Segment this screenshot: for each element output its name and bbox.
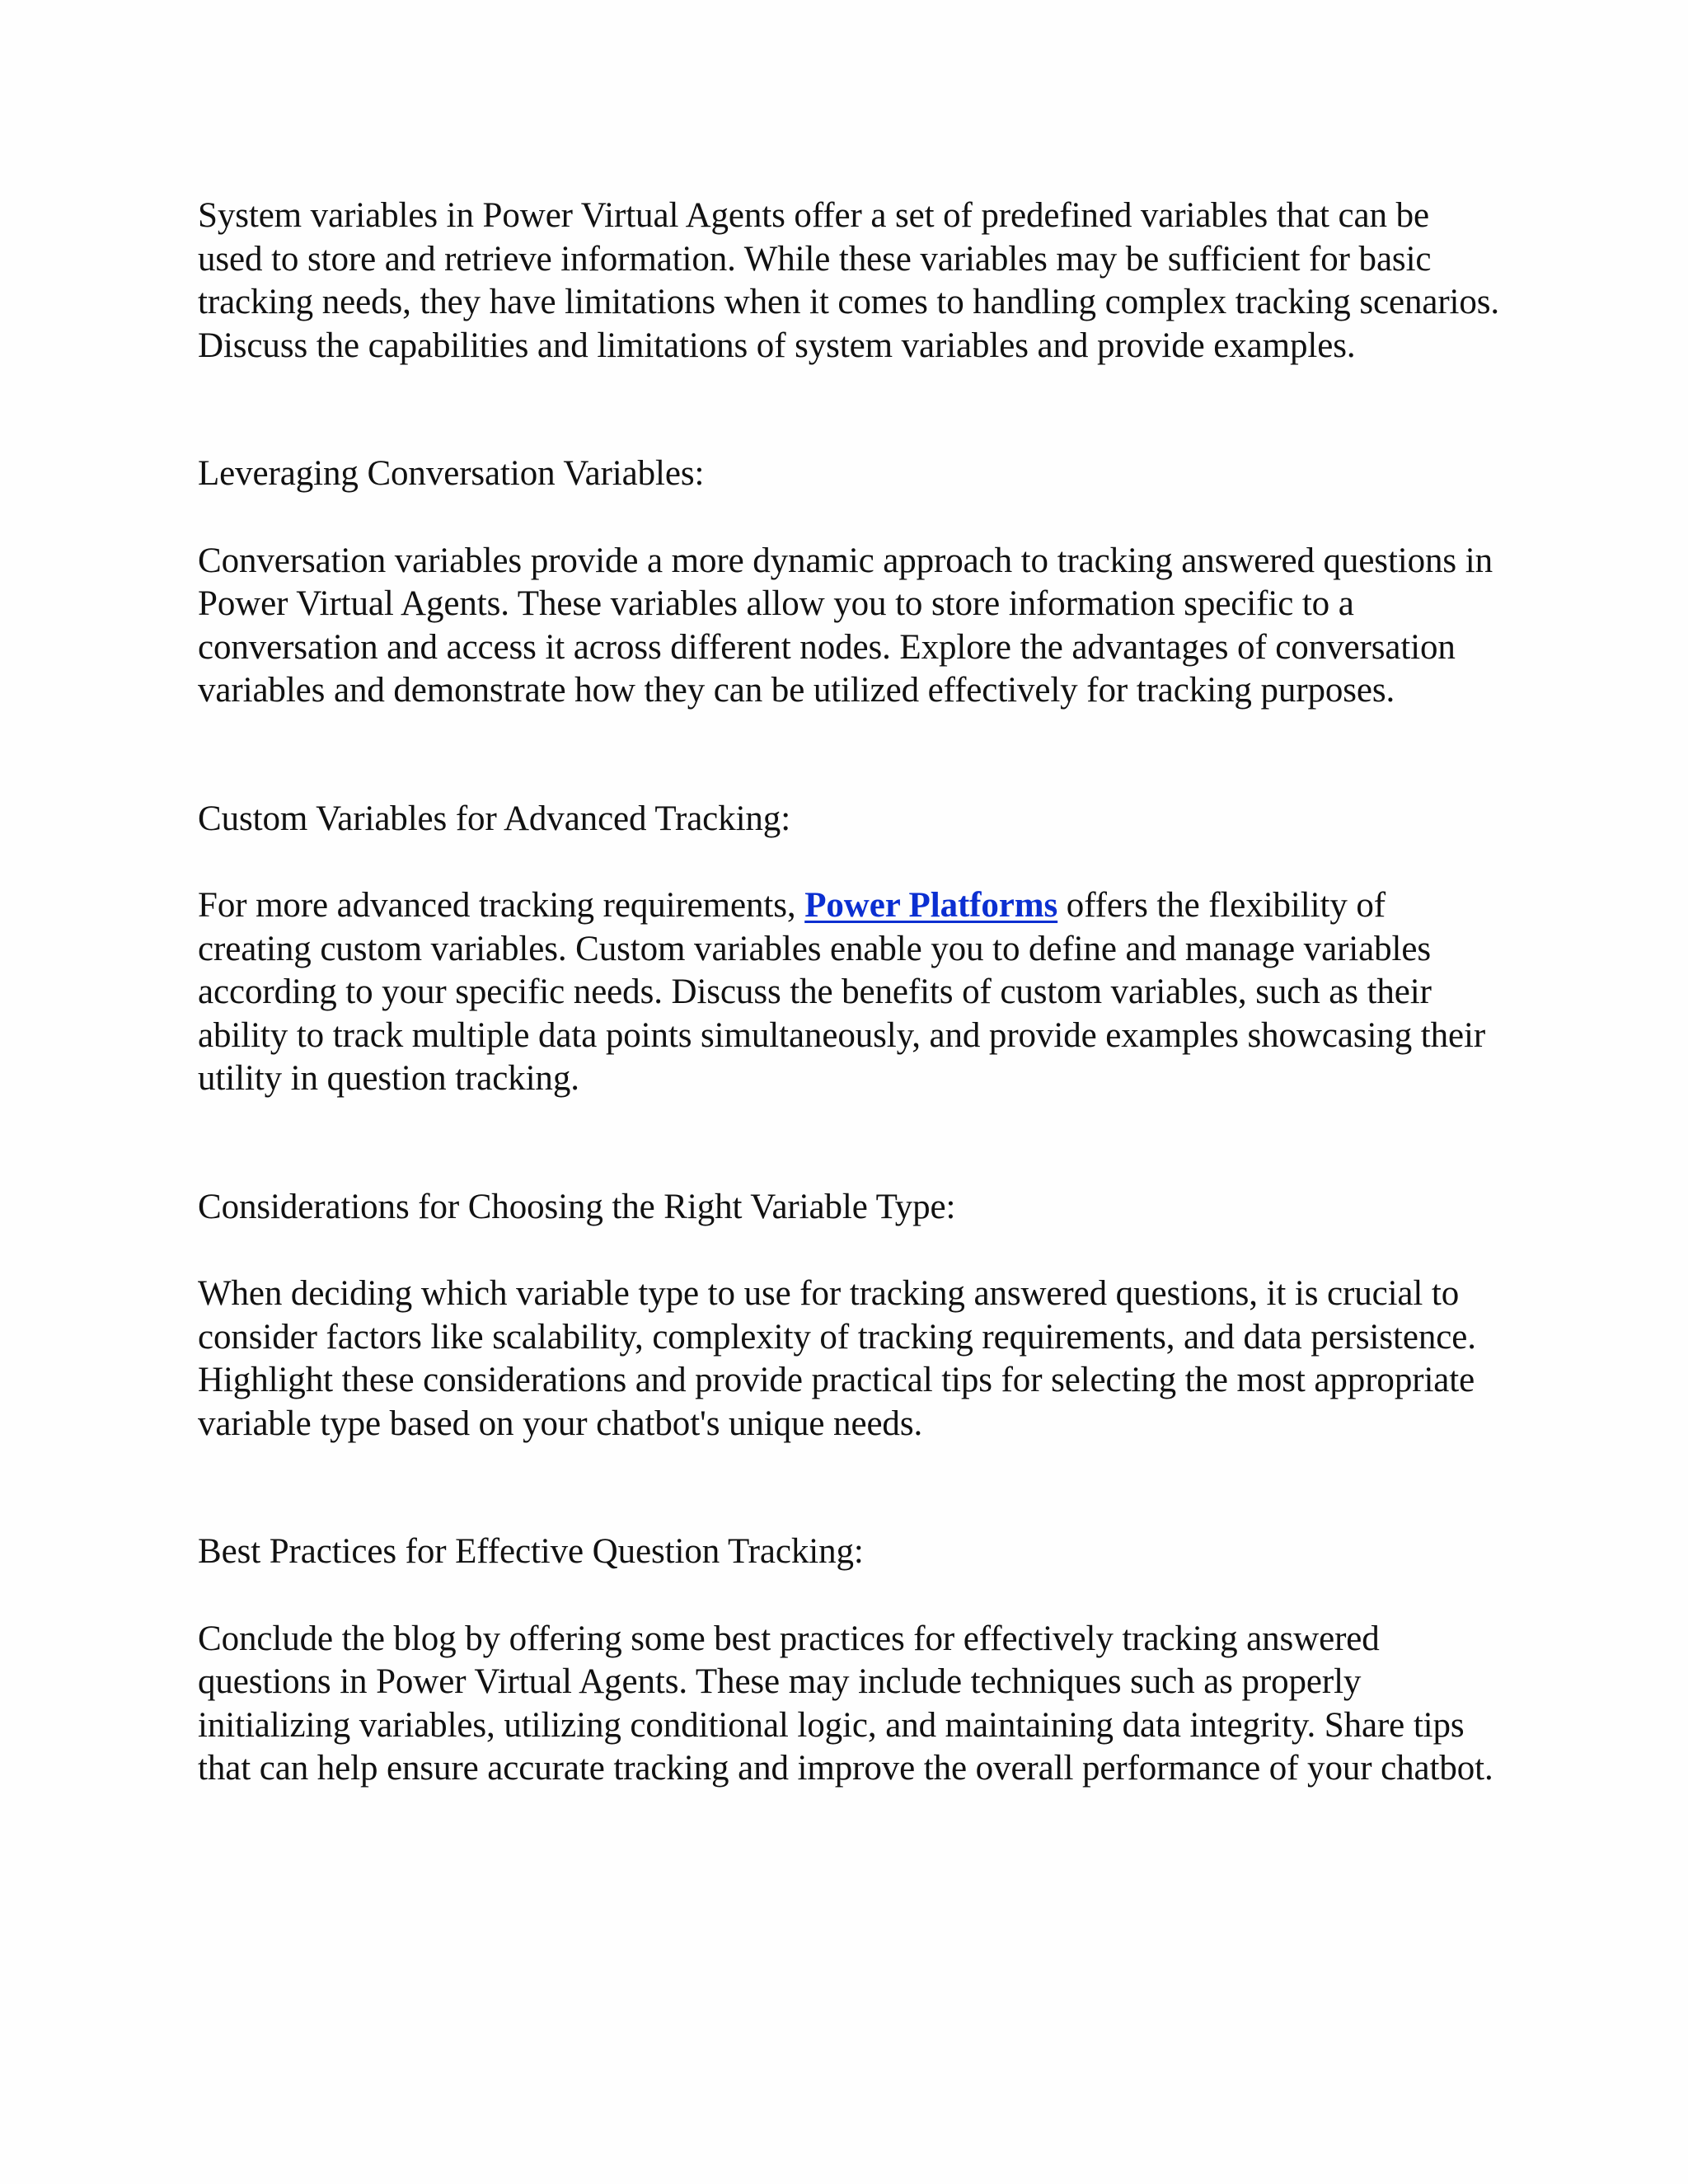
section-spacer [198, 1446, 1500, 1530]
power-platforms-link[interactable]: Power Platforms [804, 886, 1058, 925]
paragraph-conversation-variables: Conversation variables provide a more dynamic approach to tracking answered questions in Power Virtual Agents. These variables allow you to store information specific to a conversation and access it across different nodes. Explore the advantages of conversation variables and demonstrate how they can be utilized effectively for tracking purposes. [198, 541, 1493, 710]
section-spacer [198, 1101, 1500, 1186]
heading-best-practices: Best Practices for Effective Question Tracking: [198, 1532, 864, 1571]
heading-spacer [198, 496, 1500, 540]
paragraph-text-after-link: offers the flexibility of creating custom variables. Custom variables enable you to define and manage variables according to your specific needs. Discuss the benefits of custom variables, such as their ability to track multiple data points simultaneously, and provide examples showcasing their utility in question tracking. [198, 886, 1486, 1098]
document-body [198, 194, 1500, 1791]
heading-spacer [198, 1574, 1500, 1618]
section-spacer [198, 713, 1500, 798]
paragraph-choosing-variable-type: When deciding which variable type to use for tracking answered questions, it is crucial to consider factors like scalability, complexity of tracking requirements, and data persistence. Highlight these considerations and provide practical tips for selecting the most appropriate variable type based on your chatbot's unique needs. [198, 1274, 1476, 1443]
paragraph-system-variables: System variables in Power Virtual Agents offer a set of predefined variables that can be used to store and retrieve information. While these variables may be sufficient for basic tracking needs, they have limitations when it comes to handling complex tracking scenarios. Discuss the capabilities and limitations of system variables and provide examples. [198, 196, 1500, 365]
heading-spacer [198, 841, 1500, 884]
paragraph-text-before-link: For more advanced tracking requirements, [198, 886, 805, 925]
heading-custom-variables: Custom Variables for Advanced Tracking: [198, 799, 791, 838]
paragraph-best-practices: Conclude the blog by offering some best practices for effectively tracking answered questions in Power Virtual Agents. These may include techniques such as properly initializing variables, utilizing conditional logic, and maintaining data integrity. Share tips that can help ensure accurate tracking and improve the overall performance of your chatbot. [198, 1619, 1493, 1788]
heading-conversation-variables: Leveraging Conversation Variables: [198, 454, 705, 493]
heading-choosing-variable-type: Considerations for Choosing the Right Variable Type: [198, 1187, 956, 1226]
heading-spacer [198, 1229, 1500, 1272]
section-spacer [198, 368, 1500, 452]
paragraph-custom-variables [198, 884, 1500, 1101]
